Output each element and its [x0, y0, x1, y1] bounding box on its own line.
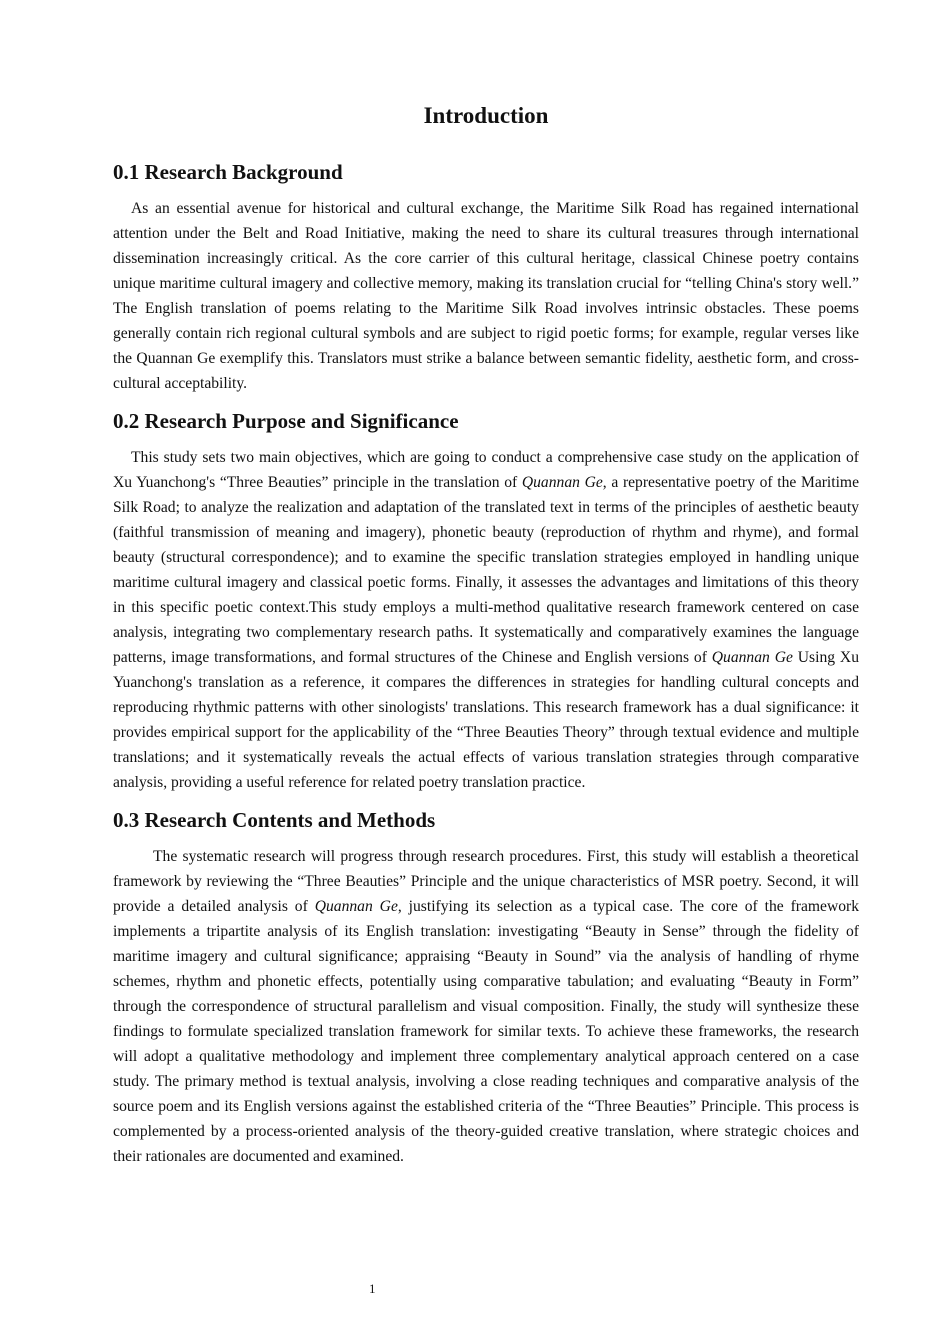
poem-title-italic: Quannan Ge [711, 649, 793, 666]
section-heading-contents-methods: 0.3 Research Contents and Methods [113, 808, 436, 832]
poem-title-italic: Quannan Ge [314, 898, 398, 915]
poem-title-italic: Quannan Ge [521, 474, 603, 491]
section-heading-research-background: 0.1 Research Background [113, 160, 343, 184]
text-run: , justifying its selection as a typical case. The core of the framework implements a tripartite analysis of its English translation: investigating “Beauty in Sense” through the fidelity of maritime imagery and cultural significance; appraising “Beauty in Sound” via the analysis of handling of rhyme schemes, rhythm and phonetic effects, potentially using comparative tabulation; and evaluating “Beauty in Form” through the correspondence of structural parallelism and visual composition. Finally, the study will synthesize these findings to formulate specialized translation framework for similar texts. To achieve these frameworks, the research will adopt a qualitative methodology and implement three complementary analytical approach centered on a case study. The primary method is textual analysis, involving a close reading techniques and comparative analysis of the source poem and its English versions against the established criteria of the “Three Beauties” Principle. This process is complemented by a process-oriented analysis of the theory-guided creative translation, where strategic choices and their rationales are documented and examined. [113, 898, 859, 1165]
text-run: This study sets two main objectives, which are going to conduct a comprehensive case study on the application of Xu Yuanchong's “Three Beauties” principle in the translation of [113, 449, 859, 491]
page-number: 1 [369, 1281, 376, 1296]
text-run: , a representative poetry of the Maritime Silk Road; to analyze the realization and adaptation of the translated text in terms of the principles of aesthetic beauty (faithful transmission of meaning and imagery), phonetic beauty (reproduction of rhythm and rhyme), and formal beauty (structural correspondence); and to examine the specific translation strategies employed in handling unique maritime cultural imagery and classical poetic forms. Finally, it assesses the advantages and limitations of this theory in this specific poetic context.This study employs a multi-method qualitative research framework centered on case analysis, integrating two complementary research paths. It systematically and comparatively examines the language patterns, image transformations, and formal structures of the Chinese and English versions of [113, 474, 859, 666]
document-page [113, 98, 859, 1180]
paragraph-contents-methods [113, 844, 859, 1169]
section-heading-purpose-significance: 0.2 Research Purpose and Significance [113, 409, 459, 433]
text-run: Using Xu Yuanchong's translation as a reference, it compares the differences in strategies for handling cultural concepts and reproducing rhythmic patterns with other sinologists' translations. This research framework has a dual significance: it provides empirical support for the applicability of the “Three Beauties Theory” through textual evidence and multiple translations; and it systematically reveals the actual effects of various translation strategies through comparative analysis, providing a useful reference for related poetry translation practice. [113, 649, 859, 791]
paragraph-purpose-significance [113, 445, 859, 795]
text-run: The systematic research will progress through research procedures. First, this study will establish a theoretical framework by reviewing the “Three Beauties” Principle and the unique characteristics of MSR poetry. Second, it will provide a detailed analysis of [113, 848, 859, 915]
page-title: Introduction [423, 103, 549, 128]
paragraph-research-background: As an essential avenue for historical and cultural exchange, the Maritime Silk Road has regained international attention under the Belt and Road Initiative, making the need to share its cultural treasures through international dissemination increasingly critical. As the core carrier of this cultural heritage, classical Chinese poetry contains unique maritime cultural imagery and collective memory, making its translation crucial for “telling China's story well.” The English translation of poems relating to the Maritime Silk Road involves intrinsic obstacles. These poems generally contain rich regional cultural symbols and are subject to rigid poetic forms; for example, regular verses like the Quannan Ge exemplify this. Translators must strike a balance between semantic fidelity, aesthetic form, and cross-cultural acceptability. [113, 200, 859, 392]
